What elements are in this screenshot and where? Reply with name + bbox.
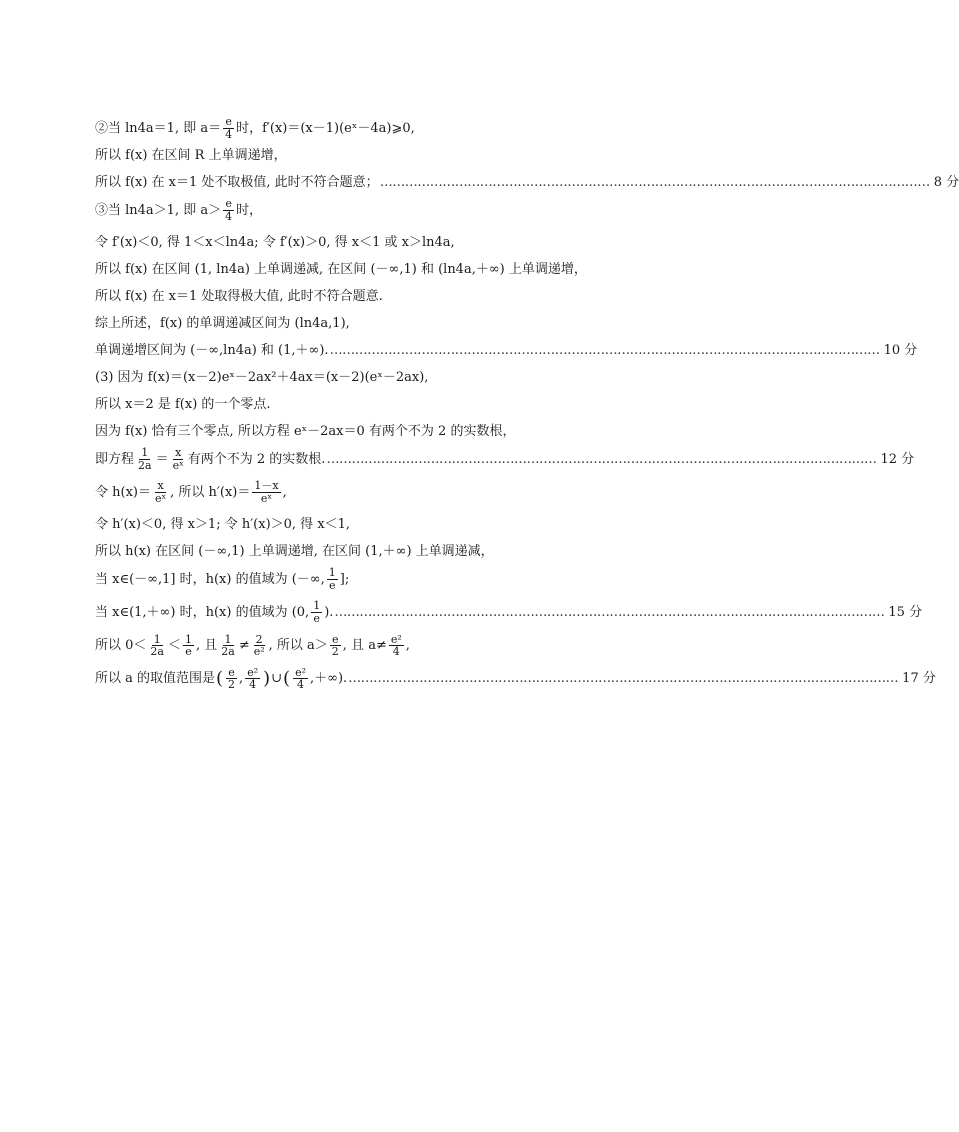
fraction: $\frac{1}{e}$ bbox=[328, 566, 336, 592]
text-line: 令 h′(x)＜0, 得 x＞1; 令 h′(x)＞0, 得 x＜1, bbox=[95, 517, 351, 533]
text-line-scored: 即方程 $\frac{1}{2a}$ ＝ $\frac{x}{\text{eˣ}}$ 有两个不为 2 的实数根. …………………………………………………………………………………………………………………… 12 分 bbox=[95, 446, 915, 472]
fraction: $\frac{1}{2a}$ bbox=[138, 446, 152, 472]
text-line: 所以 f(x) 在区间 (1, ln4a) 上单调递减, 在区间 (－∞,1) 和 (ln4a,＋∞) 上单调递增， bbox=[95, 262, 587, 278]
score-mark: 8 分 bbox=[933, 175, 959, 191]
text-line: ③当 ln4a＞1, 即 a＞ $\frac{e}{4}$ 时， bbox=[95, 197, 263, 223]
text-line: 所以 0＜ $\frac{1}{2a}$ ＜ $\frac{1}{e}$ , 且 $\frac{1}{2a}$ ≠ $\frac{2}{\text{e²}}$ , 所以 a＞ $\frac{e}{2}$ , 且 a≠ $\frac{\text{e²}}{4}$ , bbox=[95, 632, 410, 659]
dot-leader: …………………………………………………………………………………………………………………… bbox=[379, 175, 930, 191]
score-mark: 12 分 bbox=[880, 451, 915, 467]
text-line: 因为 f(x) 恰有三个零点, 所以方程 eˣ－2ax＝0 有两个不为 2 的实数根， bbox=[95, 424, 516, 440]
fraction: $\frac{1}{2a}$ bbox=[150, 632, 164, 659]
text-line: 所以 x＝2 是 f(x) 的一个零点. bbox=[95, 397, 271, 413]
fraction: $\frac{1}{e}$ bbox=[184, 632, 192, 659]
fraction: $\frac{e}{2}$ bbox=[228, 665, 236, 692]
text-line: 所以 f(x) 在区间 R 上单调递增， bbox=[95, 148, 287, 164]
text-line: (3) 因为 f(x)＝(x－2)eˣ－2ax²＋4ax＝(x－2)(eˣ－2ax), bbox=[95, 370, 429, 386]
text-line: 令 f′(x)＜0, 得 1＜x＜ln4a; 令 f′(x)＞0, 得 x＜1 或 x＞ln4a, bbox=[95, 235, 455, 251]
text-line: 令 h(x)＝ $\frac{x}{\text{eˣ}}$ , 所以 h′(x)＝ $\frac{1-x}{\text{eˣ}}$ , bbox=[95, 479, 287, 505]
score-mark: 15 分 bbox=[888, 605, 923, 621]
text-line-scored: 所以 a 的取值范围是 ( $\frac{e}{2}$ , $\frac{\text{e²}}{4}$ ) ∪ ( $\frac{\text{e²}}{4}$ ,＋∞). …………………………………………………………………………………………………………………… 17 分 bbox=[95, 665, 936, 692]
fraction: $\frac{2}{\text{e²}}$ bbox=[253, 632, 265, 659]
dot-leader: …………………………………………………………………………………………………………………… bbox=[334, 605, 885, 621]
solution-text bbox=[95, 115, 959, 692]
score-mark: 10 分 bbox=[883, 343, 918, 359]
text-line: ②当 ln4a＝1, 即 a＝ $\frac{e}{4}$ 时，f′(x)＝(x－1)(eˣ－4a)⩾0, bbox=[95, 115, 415, 141]
text-line-scored: 单调递增区间为 (－∞,ln4a) 和 (1,＋∞). …………………………………………………………………………………………………………………… 10 分 bbox=[95, 343, 918, 359]
text-line: 综上所述，f(x) 的单调递减区间为 (ln4a,1), bbox=[95, 316, 350, 332]
score-mark: 17 分 bbox=[902, 671, 936, 687]
fraction: $\frac{\text{e²}}{4}$ bbox=[247, 665, 259, 692]
text-line: 当 x∈(－∞,1] 时，h(x) 的值域为 (－∞, $\frac{1}{e}$ ]; bbox=[95, 566, 350, 592]
fraction: $\frac{1}{e}$ bbox=[313, 599, 321, 626]
fraction: $\frac{x}{\text{eˣ}}$ bbox=[154, 479, 167, 505]
dot-leader: …………………………………………………………………………………………………………………… bbox=[329, 343, 880, 359]
dot-leader: …………………………………………………………………………………………………………………… bbox=[326, 451, 877, 467]
fraction: $\frac{x}{\text{eˣ}}$ bbox=[172, 446, 184, 472]
text-line-scored: 所以 f(x) 在 x＝1 处不取极值, 此时不符合题意； …………………………………………………………………………………………………………………… 8 分 bbox=[95, 175, 959, 191]
fraction: $\frac{1-x}{\text{eˣ}}$ bbox=[254, 479, 279, 505]
text-line: 所以 h(x) 在区间 (－∞,1) 上单调递增, 在区间 (1,＋∞) 上单调递减， bbox=[95, 544, 494, 560]
fraction: $\frac{1}{2a}$ bbox=[221, 632, 235, 659]
fraction: $\frac{\text{e²}}{4}$ bbox=[295, 665, 306, 692]
fraction: $\frac{e}{2}$ bbox=[331, 632, 339, 659]
dot-leader: …………………………………………………………………………………………………………………… bbox=[348, 671, 899, 687]
text-line: 所以 f(x) 在 x＝1 处取得极大值, 此时不符合题意. bbox=[95, 289, 383, 305]
fraction: $\frac{e}{4}$ bbox=[225, 197, 233, 223]
text-line-scored: 当 x∈(1,＋∞) 时，h(x) 的值域为 (0, $\frac{1}{e}$ ). …………………………………………………………………………………………………………………… 15 分 bbox=[95, 599, 923, 626]
fraction: $\frac{\text{e²}}{4}$ bbox=[390, 632, 402, 659]
fraction: $\frac{e}{4}$ bbox=[225, 115, 233, 141]
